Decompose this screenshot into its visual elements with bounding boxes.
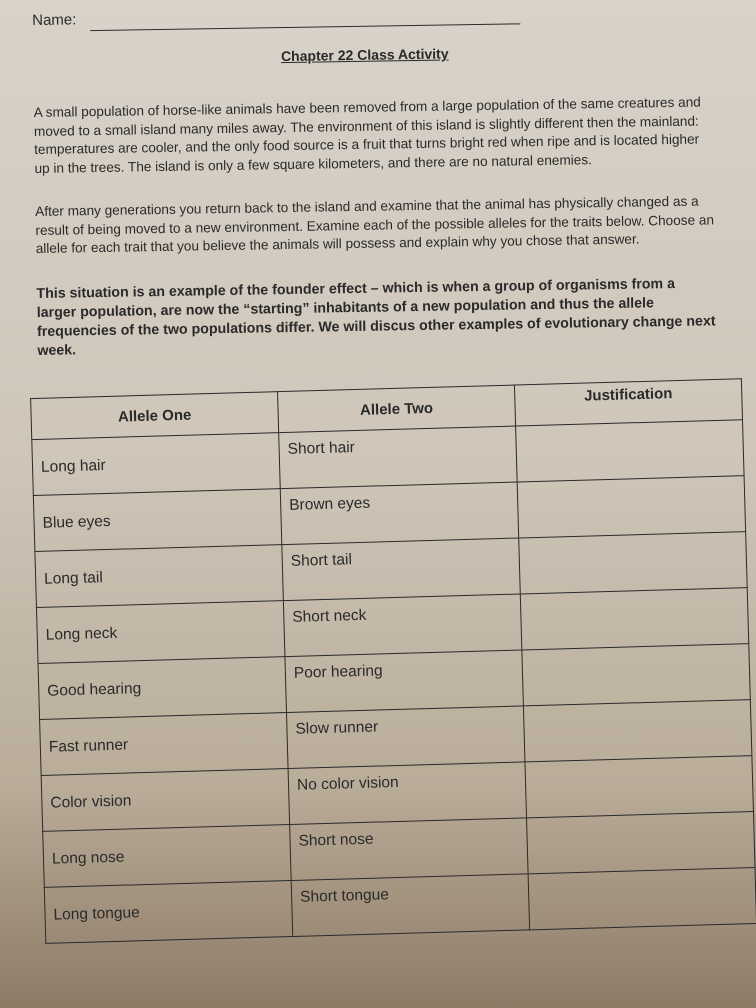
page-title: Chapter 22 Class Activity [280,45,449,65]
intro-paragraph: A small population of horse-like animals have been removed from a large population of the same creatures and moved to a small island many miles away. The environment of this island is slightly different then the mainland: temperatures are cooler, and the only food source is a fruit that turns bright red when ripe and is located higher up in the trees. The island is only a few square kilometers, and there are no natural enemies. [33,94,701,176]
justification-cell [517,476,745,538]
allele-two-cell: Poor hearing [285,650,523,713]
allele-two-cell: Short nose [290,818,528,881]
justification-cell [520,588,748,650]
allele-one-cell: Long neck [36,601,284,664]
allele-two-cell: Short tail [282,538,520,601]
justification-cell [527,812,755,874]
justification-cell [528,868,756,930]
allele-one-cell: Blue eyes [33,489,281,552]
justification-cell [525,756,753,818]
founder-effect-paragraph: This situation is an example of the founder effect – which is when a group of organisms from a larger population, are now the “starting” inhabitants of a new population and thus the allele frequencies of the two populations differ. We will discus other examples of evolutionary change next week. [36,275,716,359]
allele-one-cell: Long nose [43,825,291,888]
justification-cell [523,700,751,762]
allele-one-cell: Color vision [41,769,289,832]
allele-two-cell: No color vision [288,762,526,825]
allele-table [30,378,756,944]
justification-cell [522,644,750,706]
justification-cell [516,420,744,482]
allele-one-cell: Long hair [32,433,280,496]
header-allele-one: Allele One [31,392,279,440]
allele-two-cell: Short neck [283,594,521,657]
allele-two-cell: Slow runner [286,706,524,769]
allele-two-cell: Short tongue [291,874,529,937]
allele-one-cell: Fast runner [40,713,288,776]
name-line [90,23,520,31]
justification-cell [519,532,747,594]
allele-two-cell: Brown eyes [280,482,518,545]
header-justification: Justification [514,379,742,426]
allele-one-cell: Long tongue [44,880,292,943]
allele-one-cell: Long tail [35,545,283,608]
allele-one-cell: Good hearing [38,657,286,720]
allele-two-cell: Short hair [279,426,517,489]
instructions-paragraph: After many generations you return back to the island and examine that the animal has physically changed as a result of being moved to a new environment. Examine each of the possible alleles for the traits below. Choose an allele for each trait that you believe the animals will possess and explain why you chose that answer. [35,193,715,256]
name-label: Name: [32,11,77,30]
header-allele-two: Allele Two [278,385,516,433]
